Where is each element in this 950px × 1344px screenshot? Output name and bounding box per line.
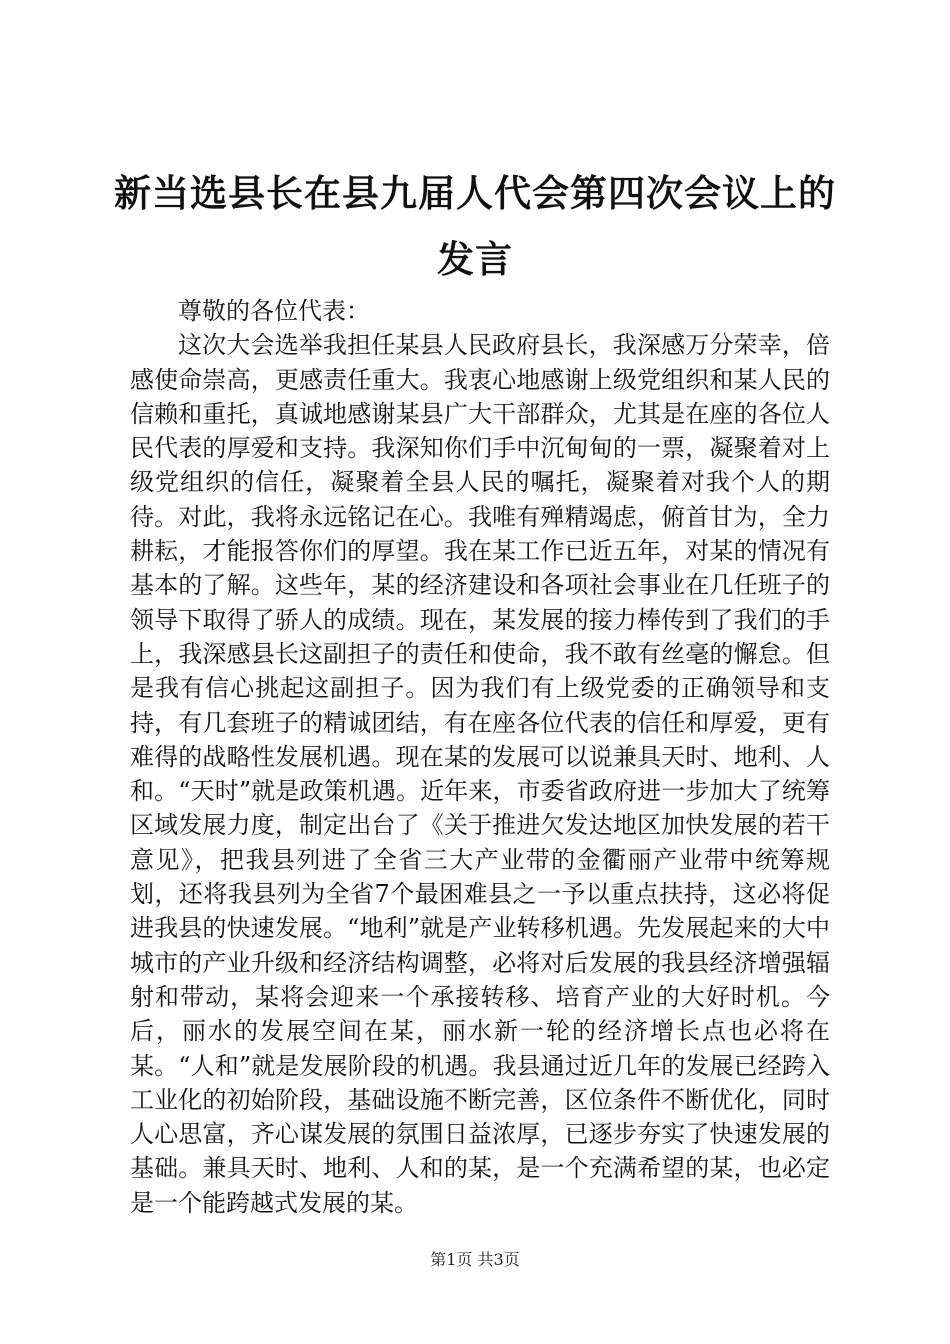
salutation: 尊敬的各位代表： <box>178 297 370 325</box>
page-number-footer: 第1页 共3页 <box>430 1250 520 1269</box>
body-paragraph: 这次大会选举我担任某县人民政府县长，我深感万分荣幸，倍感使命崇高，更感责任重大。我衷心地感谢上级党组织和某人民的信赖和重托，真诚地感谢某县广大干部群众，尤其是在座的各位人民代表的厚爱和支持。我深知你们手中沉甸甸的一票，凝聚着对上级党组织的信任，凝聚着全县人民的嘱托，凝聚着对我个人的期待。对此，我将永远铭记在心。我唯有殚精竭虑，俯首甘为，全力耕耘，才能报答你们的厚望。我在某工作已近五年，对某的情况有基本的了解。这些年，某的经济建设和各项社会事业在几任班子的领导下取得了骄人的成绩。现在，某发展的接力棒传到了我们的手上，我深感县长这副担子的责任和使命，我不敢有丝毫的懈怠。但是我有信心挑起这副担子。因为我们有上级党委的正确领导和支持，有几套班子的精诚团结，有在座各位代表的信任和厚爱，更有难得的战略性发展机遇。现在某的发展可以说兼具天时、地利、人和。“天时”就是政策机遇。近年来，市委省政府进一步加大了统筹区域发展力度，制定出台了《关于推进欠发达地区加快发展的若干意见》，把我县列进了全省三大产业带的金衢丽产业带中统筹规划，还将我县列为全省7个最困难县之一予以重点扶持，这必将促进我县的快速发展。“地利”就是产业转移机遇。先发展起来的大中城市的产业升级和经济结构调整，必将对后发展的我县经济增强辐射和带动，某将会迎来一个承接转移、培育产业的大好时机。今后，丽水的发展空间在某，丽水新一轮的经济增长点也必将在某。“人和”就是发展阶段的机遇。我县通过近几年的发展已经跨入工业化的初始阶段，基础设施不断完善，区位条件不断优化，同时人心思富，齐心谋发展的氛围日益浓厚，已逐步夯实了快速发展的基础。兼具天时、地利、人和的某，是一个充满希望的某，也必定是一个能跨越式发展的某。 <box>130 331 830 1217</box>
document-body <box>130 294 830 1220</box>
document-title: 新当选县长在县九届人代会第四次会议上的发言 <box>114 171 836 281</box>
